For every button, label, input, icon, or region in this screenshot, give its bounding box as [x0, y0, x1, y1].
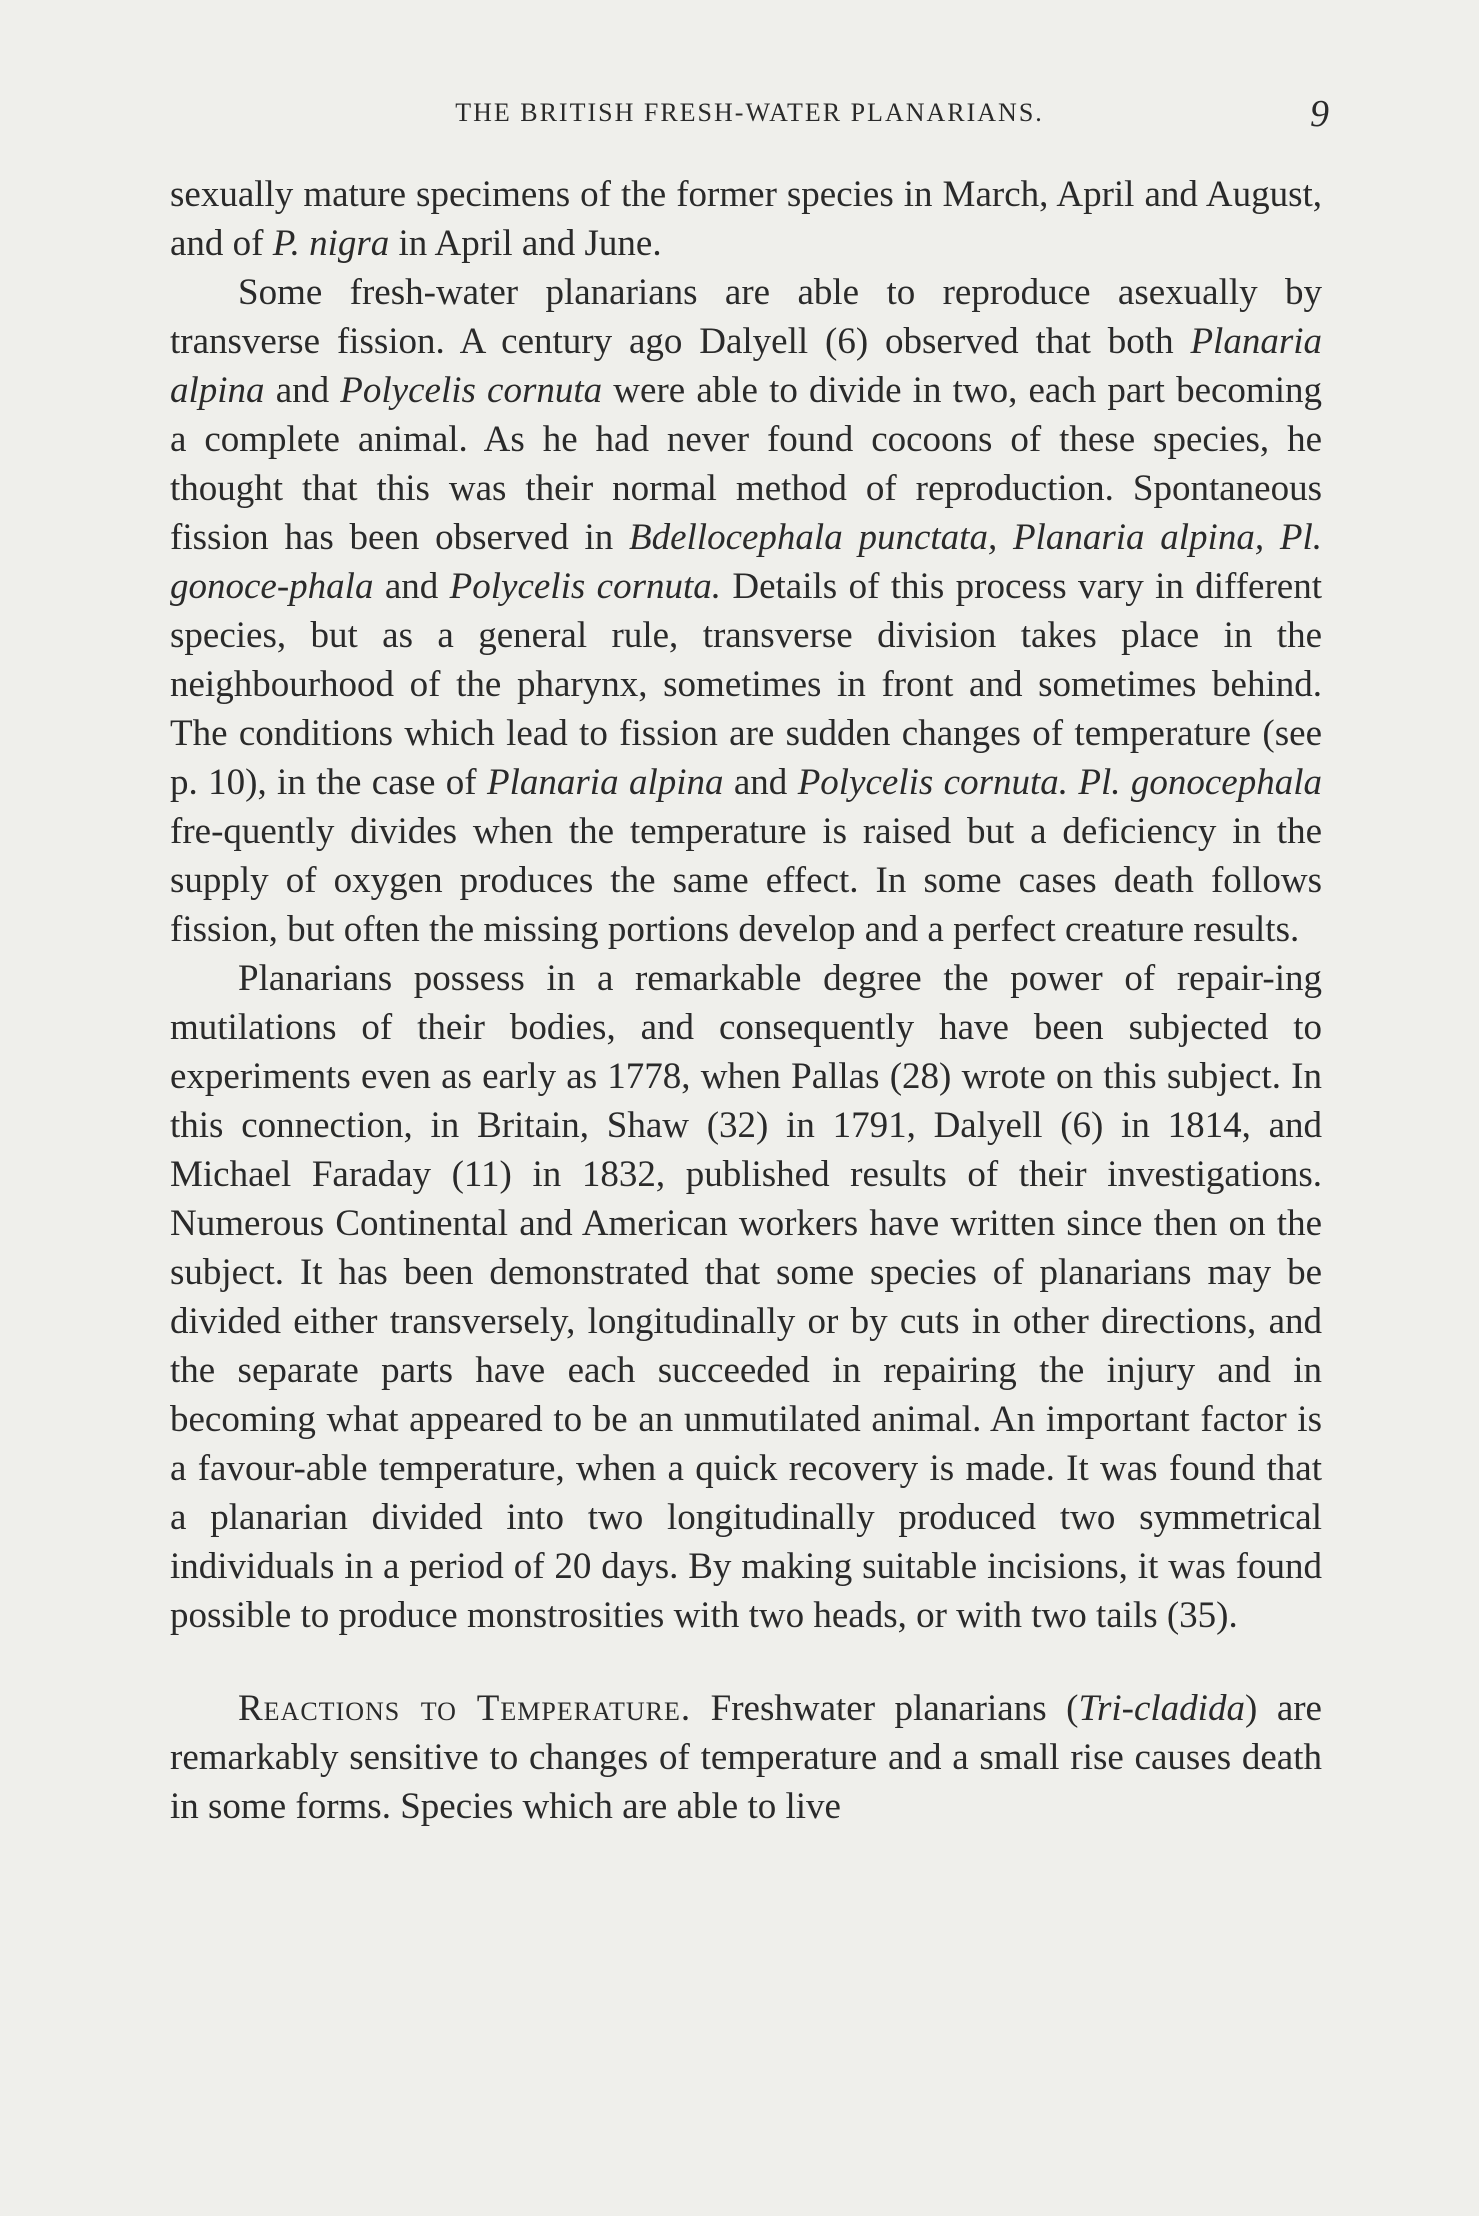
paragraph: [170, 954, 1322, 1640]
text-run: fre-quently divides when the temperature is raised but a deficiency in the supply of oxygen produces the same effect. In some cases death follows fission, but often the missing portions develop and a perfect creature results.: [170, 811, 1322, 950]
body-text: [170, 170, 1322, 1831]
text-run: in April and June.: [389, 223, 662, 264]
paragraph: [170, 170, 1322, 268]
text-run: and: [723, 762, 798, 803]
paragraph: [170, 268, 1322, 954]
running-head: [170, 92, 1329, 135]
text-run: Details of this process vary in different species, but as a general rule, transverse division takes place in the neighbourhood of the pharynx, sometimes in front and sometimes behind. The conditions which lead to fission are sudden changes of temperature (see p. 10), in the case of: [170, 566, 1322, 803]
section-heading: Reactions to Temperature.: [238, 1688, 692, 1729]
text-run: sexually mature specimens of the former species in March, April and August, and of: [170, 174, 1322, 264]
italic-text: Polycelis cornuta.: [449, 566, 721, 607]
paragraph: [170, 1684, 1322, 1831]
text-run: were able to divide in two, each part becoming a complete animal. As he had never found cocoons of these species, he thought that this was their normal method of reproduction. Spontaneous fission has been observed in: [170, 370, 1322, 558]
text-run: and: [264, 370, 341, 411]
text-run: and: [373, 566, 450, 607]
text-run: ) are remarkably sensitive to changes of temperature and a small rise causes death in some forms. Species which are able to live: [170, 1688, 1322, 1827]
running-title: THE BRITISH FRESH-WATER PLANARIANS.: [455, 98, 1044, 127]
italic-text: Tri-cladida: [1078, 1688, 1245, 1729]
page-number: 9: [1310, 93, 1329, 135]
text-run: Planarians possess in a remarkable degree the power of repair-ing mutilations of their bodies, and consequently have been subjected to experiments even as early as 1778, when Pallas (28) wrote on this subject. In this connection, in Britain, Shaw (32) in 1791, Dalyell (6) in 1814, and Michael Faraday (11) in 1832, published results of their investigations. Numerous Continental and American workers have written since then on the subject. It has been demonstrated that some species of planarians may be divided either transversely, longitudinally or by cuts in other directions, and the separate parts have each succeeded in repairing the injury and in becoming what appeared to be an unmutilated animal. An important factor is a favour-able temperature, when a quick recovery is made. It was found that a planarian divided into two longitudinally produced two symmetrical individuals in a period of 20 days. By making suitable incisions, it was found possible to produce monstrosities with two heads, or with two tails (35).: [170, 958, 1322, 1636]
text-run: Freshwater planarians (: [691, 1688, 1079, 1729]
italic-text: P. nigra: [272, 223, 390, 264]
italic-text: Planaria alpina: [170, 321, 1322, 411]
italic-text: Planaria alpina: [487, 762, 724, 803]
text-run: Some fresh-water planarians are able to reproduce asexually by transverse fission. A century ago Dalyell (6) observed that both: [170, 272, 1322, 362]
italic-text: Bdellocephala punctata, Planaria alpina, Pl. gonoce-phala: [170, 517, 1322, 607]
italic-text: Polycelis cornuta. Pl. gonocephala: [797, 762, 1323, 803]
italic-text: Polycelis cornuta: [340, 370, 603, 411]
